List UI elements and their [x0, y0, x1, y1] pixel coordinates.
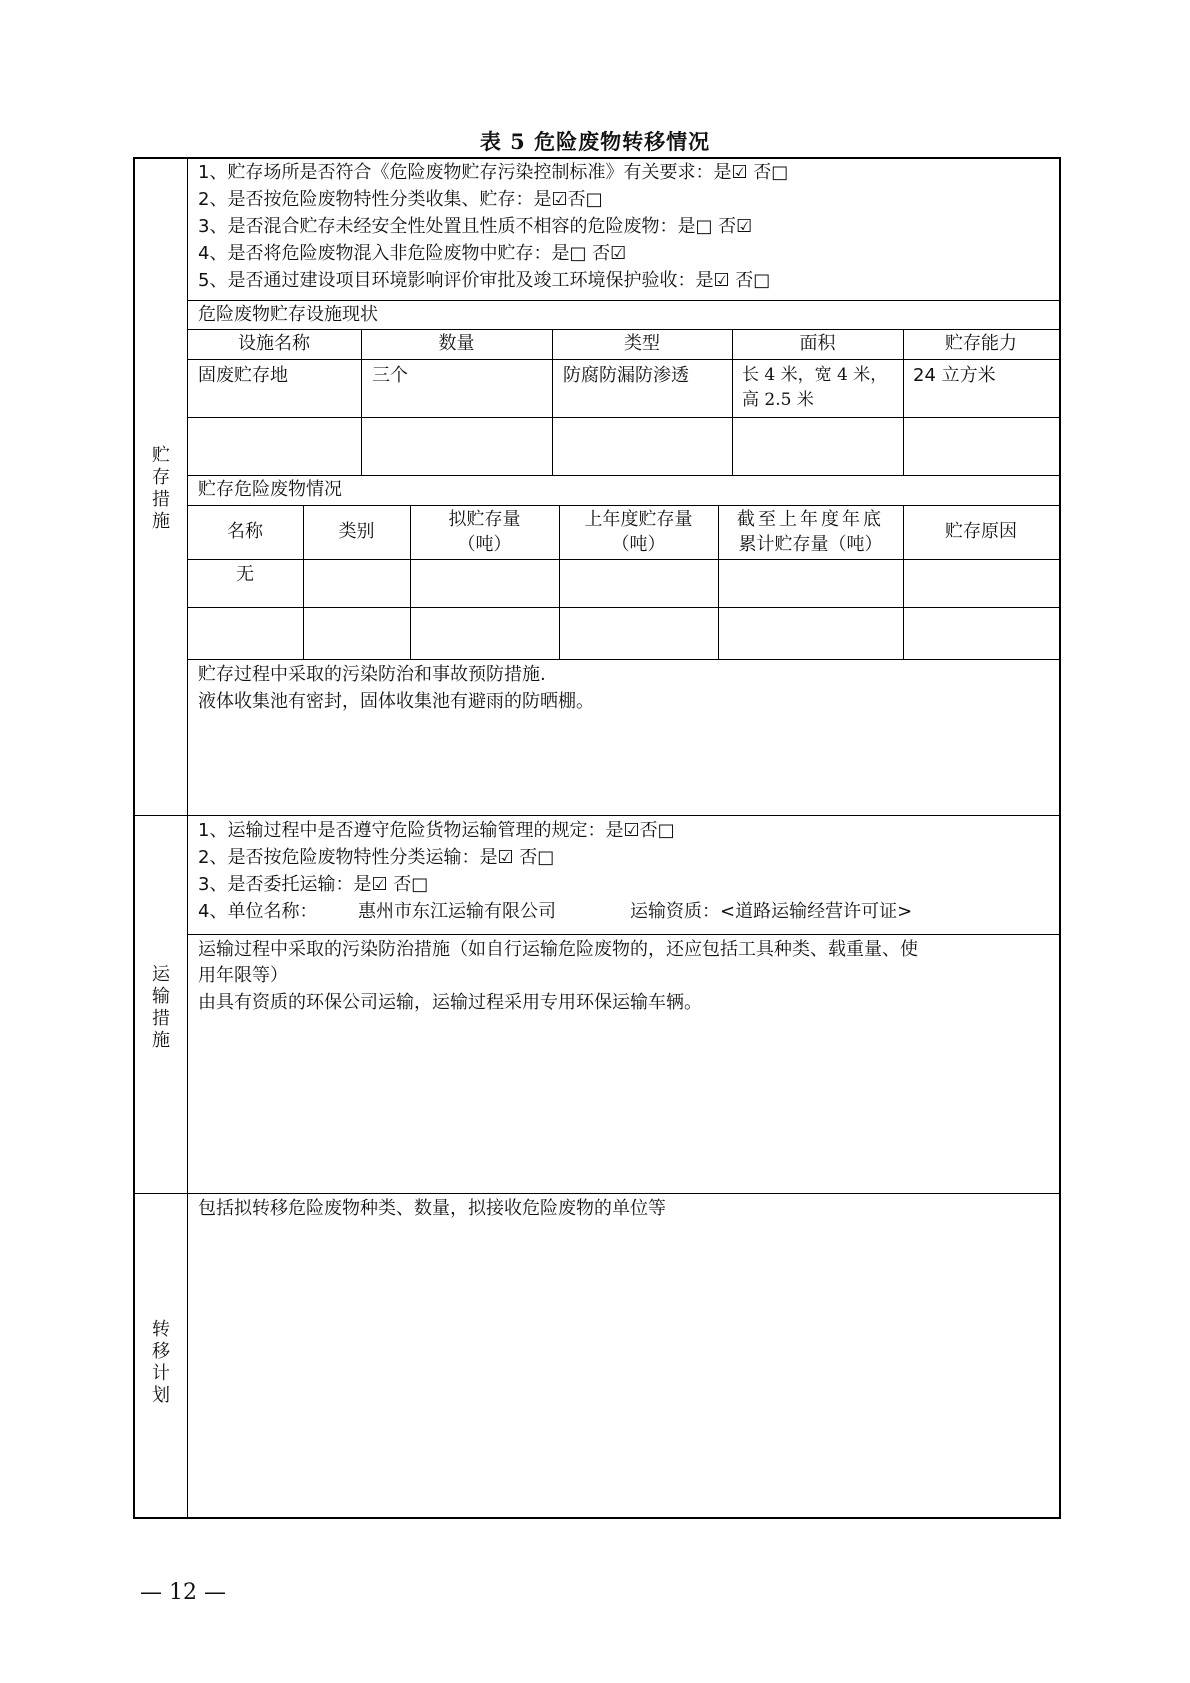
transport-qualification-label: 运输资质： — [630, 901, 720, 922]
transfer-plan-text: 包括拟转移危险废物种类、数量，拟接收危险废物的单位等 — [198, 1198, 666, 1219]
facility-col-area: 面积 — [799, 333, 836, 354]
side-label-transport: 运输措施 — [152, 964, 170, 1051]
facility-col-name: 设施名称 — [238, 333, 310, 354]
transport-unit-label: 4、单位名称： — [198, 901, 318, 922]
storage-check-5: 5、是否通过建设项目环境影响评价审批及竣工环境保护验收：是☑ 否□ — [198, 270, 771, 291]
waste-row-name: 无 — [236, 564, 254, 585]
storage-check-2: 2、是否按危险废物特性分类收集、贮存：是☑否□ — [198, 189, 603, 210]
storage-check-3: 3、是否混合贮存未经安全性处置且性质不相容的危险废物：是□ 否☑ — [198, 216, 753, 237]
waste-col-cumulative: 截至上年度年底 累计贮存量（吨） — [737, 509, 884, 555]
storage-measures-text: 液体收集池有密封，固体收集池有避雨的防晒棚。 — [198, 691, 594, 712]
side-label-transfer: 转移计划 — [152, 1319, 170, 1406]
facility-quantity-value: 三个 — [372, 365, 408, 386]
storage-check-4: 4、是否将危险废物混入非危险废物中贮存：是□ 否☑ — [198, 243, 627, 264]
facility-capacity-value: 24 立方米 — [913, 365, 996, 386]
storage-check-1: 1、贮存场所是否符合《危险废物贮存污染控制标准》有关要求：是☑ 否□ — [198, 162, 789, 183]
waste-heading: 贮存危险废物情况 — [198, 479, 342, 500]
transport-measures-heading-2: 用年限等） — [198, 965, 288, 986]
facility-col-capacity: 贮存能力 — [945, 333, 1017, 354]
facility-heading: 危险废物贮存设施现状 — [198, 304, 378, 325]
facility-type-value: 防腐防漏防渗透 — [563, 365, 689, 386]
transport-unit-name: 惠州市东江运输有限公司 — [358, 901, 556, 922]
facility-col-type: 类型 — [624, 333, 660, 354]
facility-area-value-line1: 长 4 米，宽 4 米， — [742, 365, 888, 385]
page-number: — 12 — — [140, 1580, 226, 1605]
table-title: 表 5 危险废物转移情况 — [479, 129, 711, 154]
transport-check-1: 1、运输过程中是否遵守危险货物运输管理的规定：是☑否□ — [198, 820, 675, 841]
storage-measures-heading: 贮存过程中采取的污染防治和事故预防措施. — [198, 664, 546, 685]
facility-name-value: 固废贮存地 — [198, 365, 288, 386]
transport-check-2: 2、是否按危险废物特性分类运输：是☑ 否□ — [198, 847, 555, 868]
waste-col-last-year: 上年度贮存量 （吨） — [584, 509, 693, 555]
facility-area-value-line2: 高 2.5 米 — [742, 390, 814, 410]
transport-check-3: 3、是否委托运输：是☑ 否□ — [198, 874, 429, 895]
waste-col-planned: 拟贮存量 （吨） — [448, 509, 521, 555]
waste-col-name: 名称 — [227, 521, 263, 542]
side-column-divider — [187, 159, 188, 1517]
transport-measures-text: 由具有资质的环保公司运输，运输过程采用专用环保运输车辆。 — [198, 992, 702, 1013]
transfer-table — [133, 157, 1061, 1519]
transport-measures-heading-1: 运输过程中采取的污染防治措施（如自行运输危险废物的，还应包括工具种类、载重量、使 — [198, 939, 918, 960]
waste-col-category: 类别 — [338, 521, 375, 542]
facility-col-quantity: 数量 — [438, 333, 475, 354]
transport-qualification: <道路运输经营许可证> — [720, 901, 913, 922]
waste-col-reason: 贮存原因 — [945, 521, 1017, 542]
side-label-storage: 贮存措施 — [152, 445, 170, 532]
